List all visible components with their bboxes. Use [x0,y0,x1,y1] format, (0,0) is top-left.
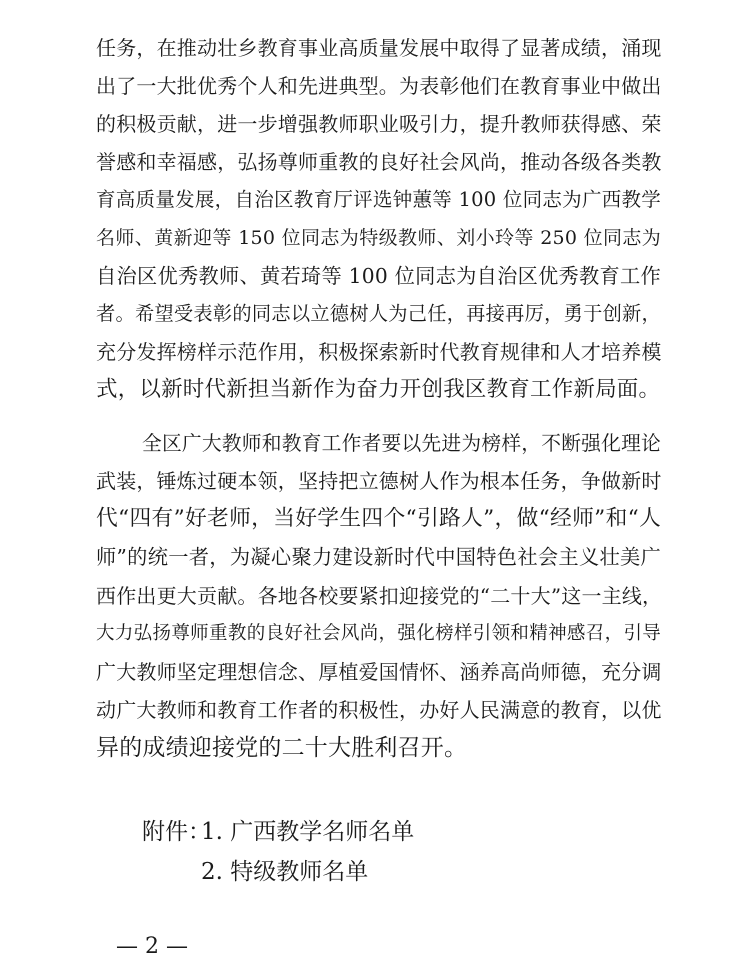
text-line: 任务，在推动壮乡教育事业高质量发展中取得了显著成绩，涌现 [96,36,662,60]
text-line: 师”的统一者，为凝心聚力建设新时代中国特色社会主义壮美广 [96,545,661,569]
text-line: 名师、黄新迎等 150 位同志为特级教师、刘小玲等 250 位同志为 [96,227,661,249]
text-line: 育高质量发展，自治区教育厅评选钟蕙等 100 位同志为广西教学 [96,188,661,211]
text-line: 大力弘扬尊师重教的良好社会风尚，强化榜样引领和精神感召，引导 [96,623,661,644]
text-line: 武装，锤炼过硬本领，坚持把立德树人作为根本任务，争做新时 [96,469,662,493]
text-line: 充分发挥榜样示范作用，积极探索新时代教育规律和人才培养模 [96,340,662,364]
text-line: 异的成绩迎接党的二十大胜利召开。 [96,735,468,761]
text-line: 式，以新时代新担当新作为奋力开创我区教育工作新局面。 [96,377,661,402]
text-line: 全区广大教师和教育工作者要以先进为榜样，不断强化理论 [142,432,661,455]
page-number: — 2 — [116,934,188,959]
text-line: 自治区优秀教师、黄若琦等 100 位同志为自治区优秀教育工作 [96,264,661,288]
attachment-item: 2. 特级教师名单 [201,859,369,885]
text-line: 的积极贡献，进一步增强教师职业吸引力，提升教师获得感、荣 [96,112,662,136]
text-line: 西作出更大贡献。各地各校要紧扣迎接党的“二十大”这一主线， [96,584,663,608]
text-line: 者。希望受表彰的同志以立德树人为己任，再接再厉，勇于创新， [96,302,661,325]
text-line: 代“四有”好老师，当好学生四个“引路人”，做“经师”和“人 [96,506,661,531]
text-line: 广大教师坚定理想信念、厚植爱国情怀、涵养高尚师德，充分调 [96,660,662,684]
text-line: 动广大教师和教育工作者的积极性，办好人民满意的教育，以优 [96,698,662,722]
attachment-item: 1. 广西教学名师名单 [201,819,415,845]
attachments-label: 附件： [142,819,211,845]
text-line: 出了一大批优秀个人和先进典型。为表彰他们在教育事业中做出 [96,74,662,98]
text-line: 誉感和幸福感，弘扬尊师重教的良好社会风尚，推动各级各类教 [96,150,662,174]
